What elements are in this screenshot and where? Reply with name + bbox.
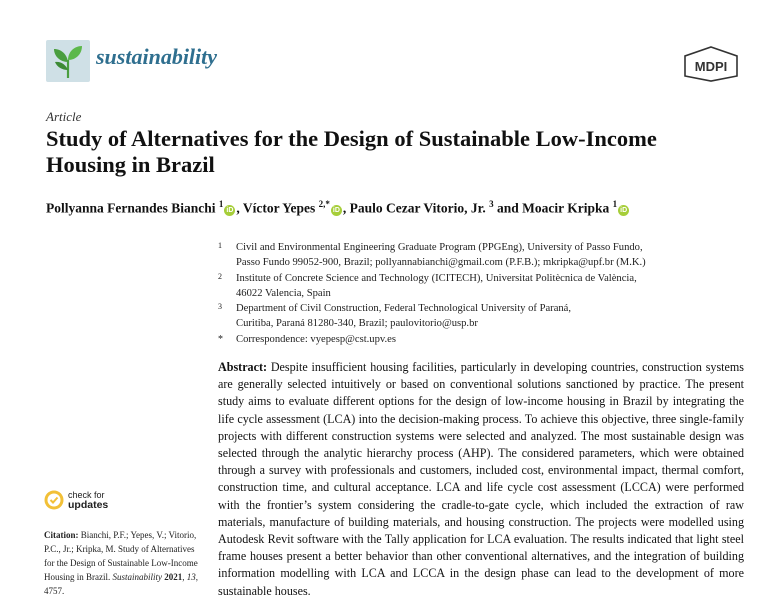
check-updates-icon [44, 490, 64, 510]
citation-journal: Sustainability [112, 572, 162, 582]
citation-volume: 13 [186, 572, 196, 582]
article-type: Article [46, 109, 82, 124]
author-name: Víctor Yepes [242, 200, 316, 216]
affiliation-number: 1 [218, 241, 222, 250]
article-title: Study of Alternatives for the Design of Sustainable Low-Income Housing in Brazil [46, 126, 657, 177]
orcid-icon[interactable]: iD [620, 206, 628, 214]
abstract-label: Abstract: [218, 360, 268, 374]
abstract-text: Despite insufficient housing facilities, particularly in developing countries, construction systems are generally selected intuitively or based on conventional solutions sanctioned by practice. The present study aims to evaluate different options for the design of low-income housing in Brazil by integrating the life cycle assessment (LCA) into the decision-making process. To achieve this objective, three single-family projects with different construction systems were selected and analyzed. The most sustainable design was selected through the analytic hierarchy process (AHP). The considered parameters, which were obtained through a survey with professionals and customers, included cost, environmental impact, thermal comfort, construction time, and cultural acceptance. LCA and life cycle cost assessment (LCCA) were performed with the frontier’s system considering the cradle-to-gate cycle, which included the extraction of raw materials, manufacture of building materials, and housing construction. The projects were modelled using Autodesk Revit software with the Tally application for LCA evaluation. The results indicated that light steel frame houses present a better behavior than other conventional alternatives, and the integration of building information modelling with LCA and LCCA in the design phase can lead to the development of more sustainable houses. [218, 360, 744, 598]
affiliation-line: Correspondence: vyepesp@cst.upv.es [236, 333, 396, 345]
abstract [218, 359, 744, 600]
citation-year: 2021 [164, 572, 183, 582]
affiliation-line: Curitiba, Paraná 81280-340, Brazil; paulovitorio@usp.br [236, 318, 478, 330]
journal-logo [46, 40, 90, 82]
author-name: Moacir Kripka [522, 200, 610, 216]
affiliation-item [218, 301, 748, 332]
author-name: Pollyanna Fernandes Bianchi [46, 200, 216, 216]
author-separator: , [342, 200, 350, 216]
affiliation-item [218, 332, 748, 347]
author-affiliation-sup: 1 [612, 199, 618, 209]
affiliation-number: 3 [218, 302, 222, 312]
affiliation-number: 2 [218, 271, 222, 281]
sprout-icon [46, 40, 90, 82]
affiliation-item [218, 271, 748, 302]
mdpi-logo-text: MDPI [694, 59, 728, 74]
mdpi-logo [683, 46, 739, 82]
affiliations [218, 240, 748, 347]
affiliation-line: Civil and Environmental Engineering Graduate Program (PPGEng), University of Passo Fundo, [236, 242, 643, 253]
check-updates-line2: updates [68, 499, 109, 511]
citation-pages: , 4757. [44, 572, 198, 596]
author-affiliation-sup: 3 [489, 199, 494, 209]
author-affiliation-sup: 2,* [318, 199, 330, 209]
author-separator: and [493, 200, 523, 216]
check-for-updates-badge[interactable] [44, 490, 164, 516]
author-separator: , [236, 200, 243, 216]
affiliation-line: Institute of Concrete Science and Technology (ICITECH), Universitat Politècnica de València, [236, 272, 637, 284]
orcid-icon[interactable]: iD [226, 206, 234, 214]
affiliation-line: Passo Fundo 99052-900, Brazil; pollyannabianchi@gmail.com (P.F.B.); mkripka@upf.br (M.K.) [236, 257, 646, 269]
citation-text: Bianchi, P.F.; Yepes, V.; Vitorio, P.C., Jr.; Kripka, M. Study of Alternatives for the Design of Sustainable Low-Income Housing in Brazil. [44, 530, 198, 582]
author-list [46, 199, 630, 217]
affiliation-number: * [218, 333, 223, 345]
orcid-icon[interactable]: iD [332, 206, 340, 214]
affiliation-line: 46022 Valencia, Spain [236, 287, 331, 299]
check-updates-line1: check for [68, 490, 105, 500]
citation: Citation: Bianchi, P.F.; Yepes, V.; Vitorio, P.C., Jr.; Kripka, M. Study of Alternatives for the Design of Sustainable Low-Income Housing in Brazil. Sustainability 2021, 13, 4757. [44, 530, 198, 596]
affiliation-line: Department of Civil Construction, Federal Technological University of Paraná, [236, 303, 572, 315]
author-affiliation-sup: 1 [218, 199, 224, 209]
affiliation-item [218, 240, 748, 271]
journal-name: sustainability [96, 44, 218, 69]
author-name: Paulo Cezar Vitorio, Jr. [349, 200, 486, 216]
citation-label: Citation: [44, 530, 79, 540]
